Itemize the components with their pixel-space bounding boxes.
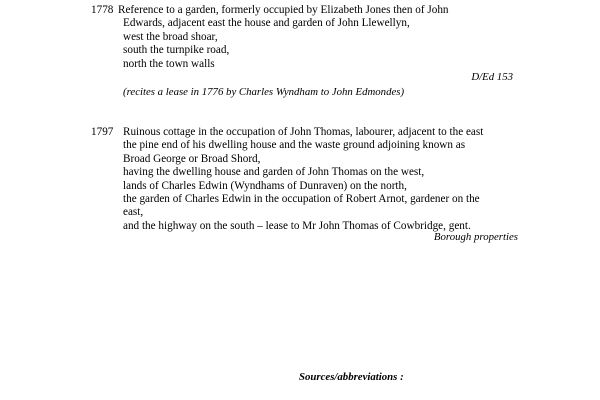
- entry-line: the pine end of his dwelling house and the waste ground adjoining known as: [123, 139, 466, 152]
- entry-line: the garden of Charles Edwin in the occupation of Robert Arnot, gardener on the: [123, 193, 480, 206]
- sources-heading: Sources/abbreviations :: [299, 371, 404, 383]
- entry-line: and the highway on the south – lease to Mr John Thomas of Cowbridge, gent.: [123, 219, 471, 232]
- entry-year: 1778: [91, 4, 114, 16]
- entry-text: [123, 126, 518, 245]
- entry-line: Ruinous cottage in the occupation of John Thomas, labourer, adjacent to the east: [123, 126, 484, 138]
- entry-line: having the dwelling house and garden of John Thomas on the west,: [123, 166, 425, 179]
- entry-line: south the turnpike road,: [123, 44, 230, 57]
- entry-reference: D/Ed 153: [471, 71, 513, 84]
- entry-line: Broad George or Broad Shord,: [123, 152, 261, 165]
- entry-line: west the broad shoar,: [123, 30, 218, 43]
- entry-line: Reference to a garden, formerly occupied by Elizabeth Jones then of John: [118, 4, 449, 16]
- entry-year: 1797: [91, 126, 114, 138]
- entry-reference: Borough properties: [433, 231, 518, 244]
- entry-line: lands of Charles Edwin (Wyndhams of Dunraven) on the north,: [123, 179, 407, 192]
- entry-line: east,: [123, 206, 144, 219]
- entry-text: [118, 4, 518, 100]
- entry-line: Edwards, adjacent east the house and garden of John Llewellyn,: [123, 17, 410, 30]
- entry-line: north the town walls: [123, 57, 215, 70]
- entry-note: (recites a lease in 1776 by Charles Wyndham to John Edmondes): [123, 86, 405, 99]
